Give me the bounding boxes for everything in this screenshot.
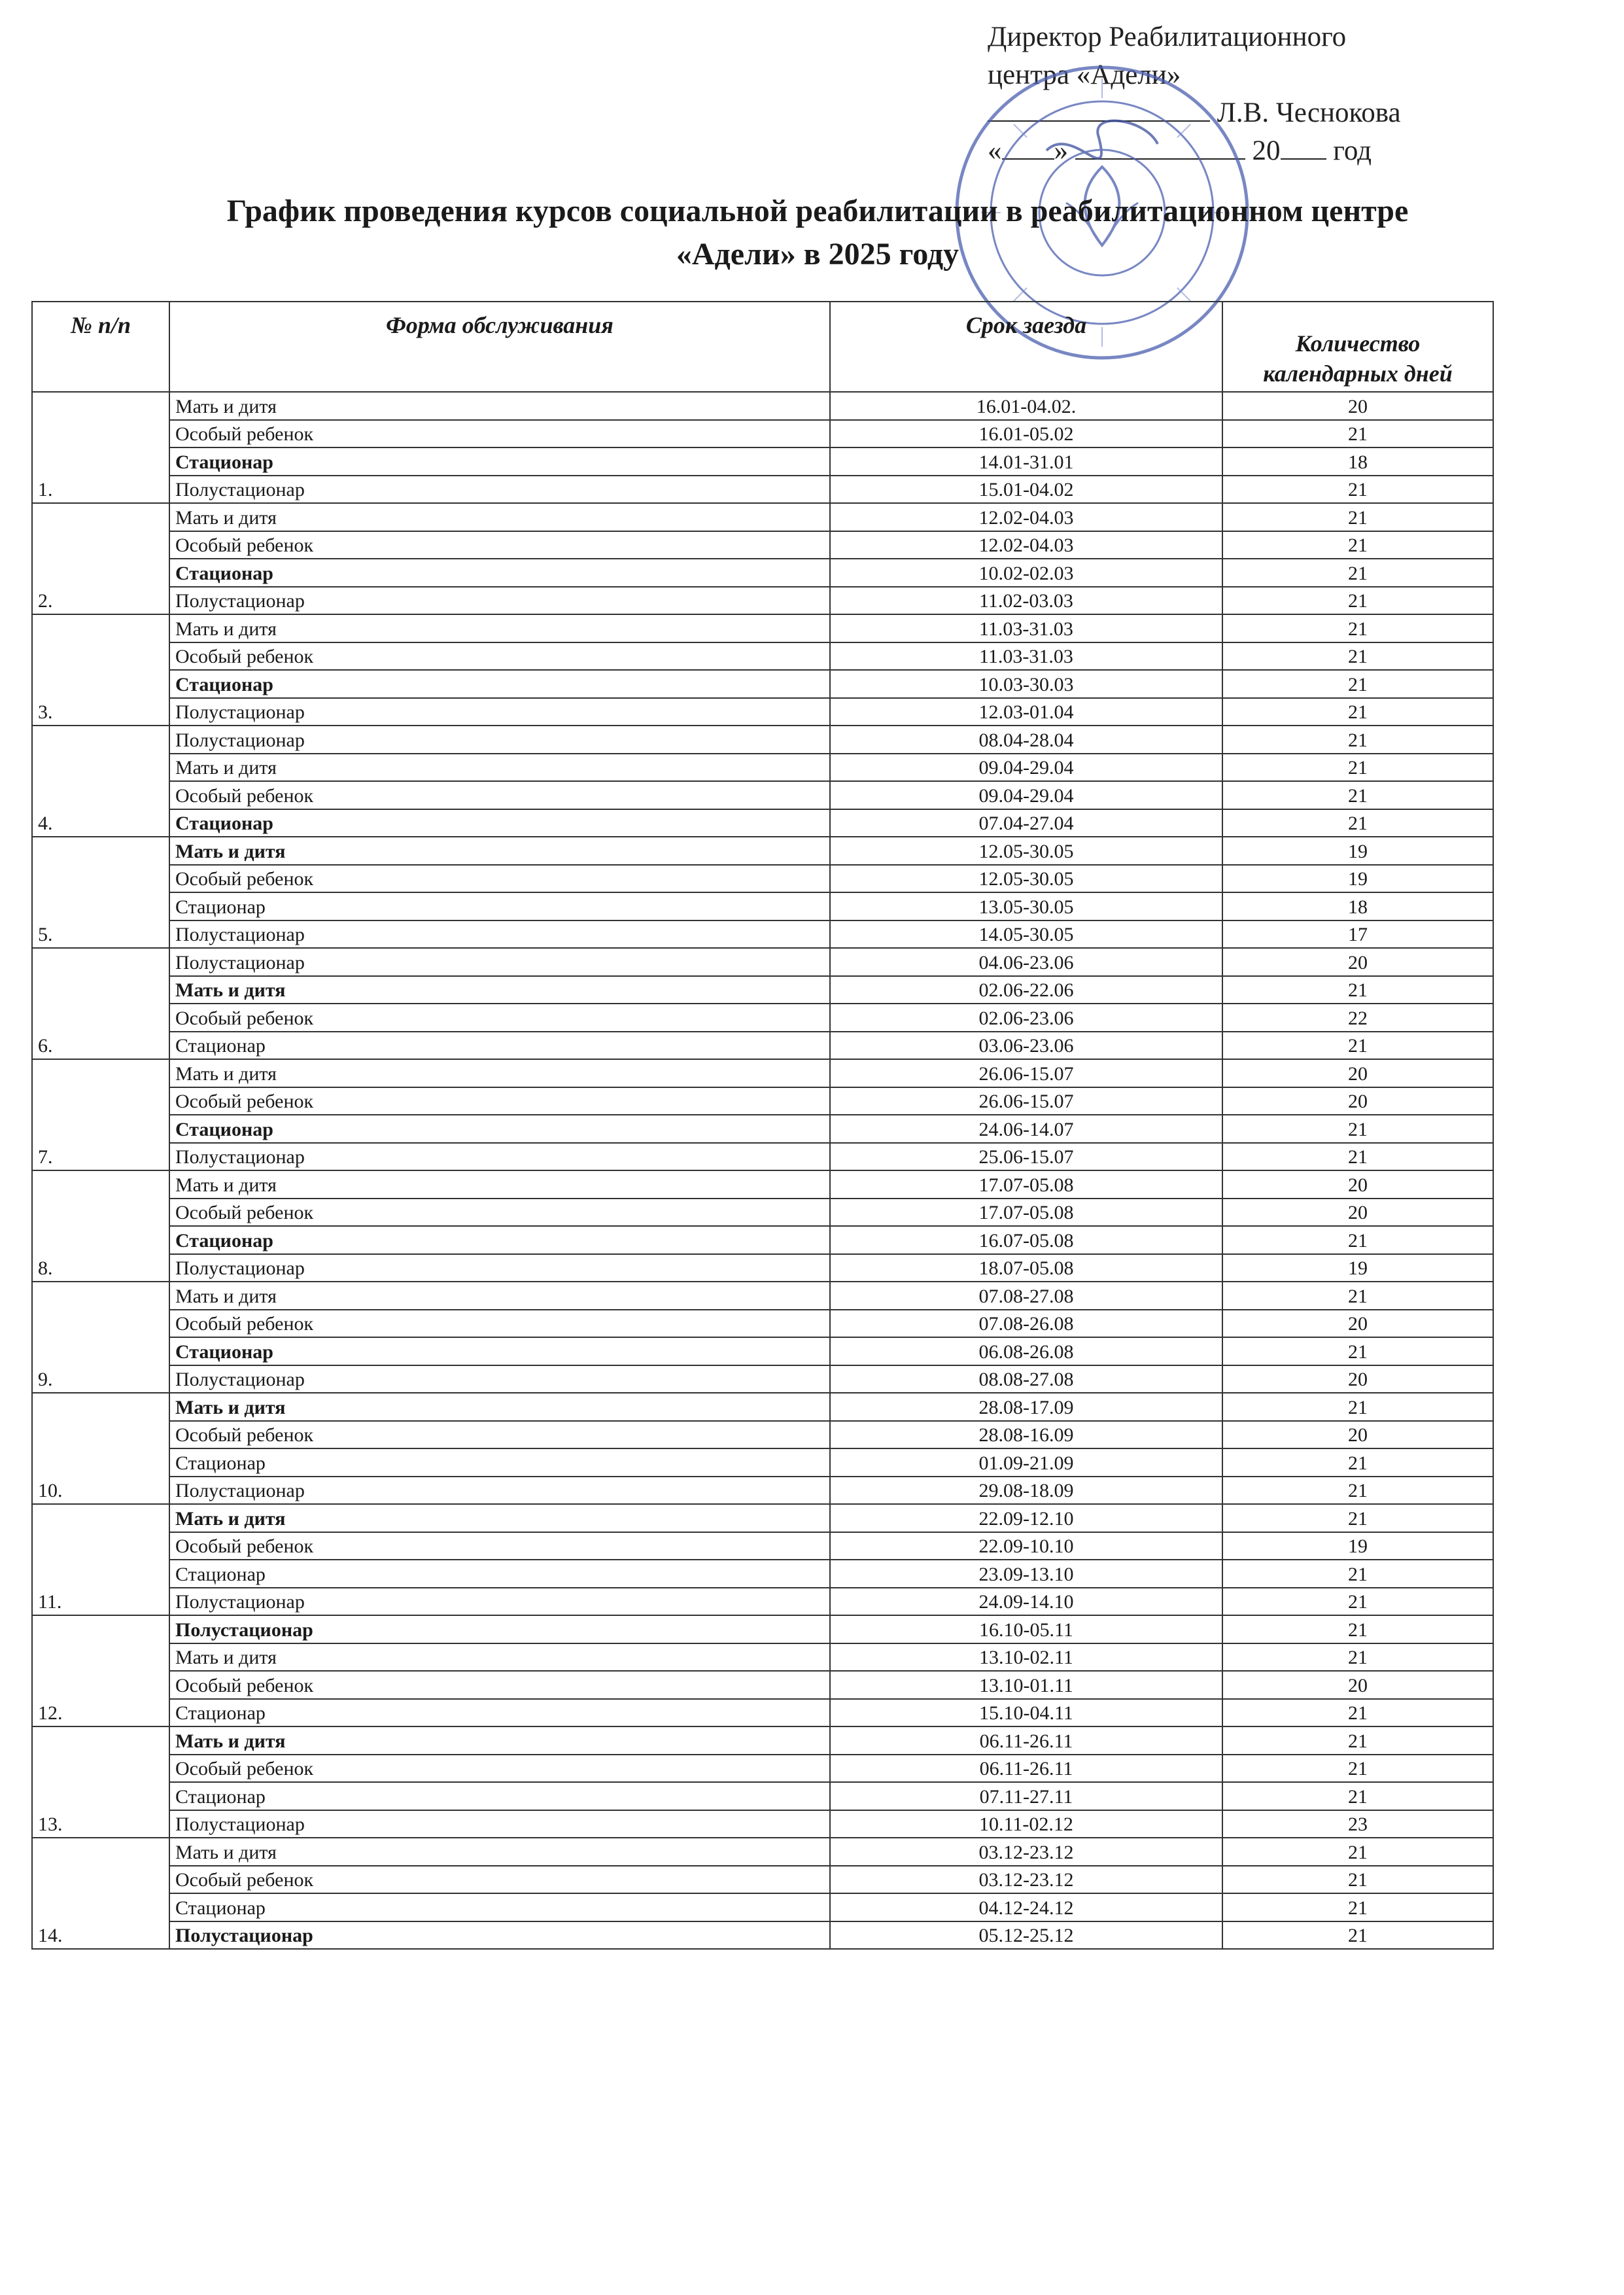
arrival-period-cell: 16.01-04.02.: [830, 392, 1222, 420]
table-row: [32, 1170, 1493, 1199]
arrival-period-cell: 22.09-10.10: [830, 1532, 1222, 1560]
service-form-cell: Полустационар: [169, 920, 830, 949]
calendar-days-cell: 21: [1222, 1866, 1493, 1894]
row-number: 3.: [32, 614, 169, 726]
arrival-period-cell: 05.12-25.12: [830, 1921, 1222, 1950]
table-row: [32, 1004, 1493, 1032]
calendar-days-cell: 21: [1222, 1726, 1493, 1755]
calendar-days-cell: 21: [1222, 1477, 1493, 1505]
table-row: [32, 1059, 1493, 1087]
calendar-days-cell: 21: [1222, 781, 1493, 809]
document-title: [131, 190, 1504, 276]
title-line-1: График проведения курсов социальной реабилитации в реабилитационном центре: [226, 194, 1409, 228]
service-form-cell: Особый ребенок: [169, 781, 830, 809]
arrival-period-cell: 02.06-23.06: [830, 1004, 1222, 1032]
service-form-cell: Мать и дитя: [169, 754, 830, 782]
service-form-cell: Мать и дитя: [169, 1726, 830, 1755]
table-row: [32, 1393, 1493, 1421]
service-form-cell: Особый ребенок: [169, 1671, 830, 1699]
arrival-period-cell: 07.08-27.08: [830, 1282, 1222, 1310]
service-form-cell: Стационар: [169, 1226, 830, 1254]
arrival-period-cell: 13.10-01.11: [830, 1671, 1222, 1699]
calendar-days-cell: 21: [1222, 1643, 1493, 1672]
calendar-days-cell: 21: [1222, 642, 1493, 671]
calendar-days-cell: 21: [1222, 531, 1493, 559]
calendar-days-cell: 21: [1222, 420, 1493, 448]
service-form-cell: Стационар: [169, 1448, 830, 1477]
calendar-days-cell: 21: [1222, 1699, 1493, 1727]
service-form-cell: Мать и дитя: [169, 1393, 830, 1421]
table-row: [32, 865, 1493, 893]
arrival-period-cell: 09.04-29.04: [830, 754, 1222, 782]
arrival-period-cell: 08.04-28.04: [830, 726, 1222, 754]
arrival-period-cell: 29.08-18.09: [830, 1477, 1222, 1505]
arrival-period-cell: 18.07-05.08: [830, 1254, 1222, 1282]
service-form-cell: Полустационар: [169, 476, 830, 504]
approval-signer: Л.В. Чеснокова: [1217, 97, 1401, 128]
calendar-days-cell: 21: [1222, 1504, 1493, 1532]
service-form-cell: Полустационар: [169, 1810, 830, 1838]
service-form-cell: Полустационар: [169, 1143, 830, 1171]
service-form-cell: Стационар: [169, 892, 830, 920]
service-form-cell: Особый ребенок: [169, 865, 830, 893]
service-form-cell: Особый ребенок: [169, 420, 830, 448]
table-row: [32, 1671, 1493, 1699]
row-number: 4.: [32, 726, 169, 837]
service-form-cell: Мать и дитя: [169, 1059, 830, 1087]
row-number: 7.: [32, 1059, 169, 1170]
arrival-period-cell: 09.04-29.04: [830, 781, 1222, 809]
calendar-days-cell: 21: [1222, 559, 1493, 587]
calendar-days-cell: 21: [1222, 1921, 1493, 1950]
row-number: 12.: [32, 1615, 169, 1726]
table-row: [32, 1838, 1493, 1866]
service-form-cell: Стационар: [169, 1115, 830, 1143]
arrival-period-cell: 14.01-31.01: [830, 447, 1222, 476]
service-form-cell: Полустационар: [169, 587, 830, 615]
row-number: 9.: [32, 1282, 169, 1393]
arrival-period-cell: 22.09-12.10: [830, 1504, 1222, 1532]
quote-close: »: [1054, 135, 1068, 166]
calendar-days-cell: 21: [1222, 1893, 1493, 1921]
service-form-cell: Полустационар: [169, 726, 830, 754]
calendar-days-cell: 21: [1222, 698, 1493, 726]
calendar-days-cell: 20: [1222, 1365, 1493, 1393]
service-form-cell: Мать и дитя: [169, 614, 830, 642]
table-row: [32, 559, 1493, 587]
service-form-cell: Особый ребенок: [169, 1421, 830, 1449]
calendar-days-cell: 21: [1222, 1393, 1493, 1421]
year-suffix: год: [1333, 135, 1372, 166]
service-form-cell: Полустационар: [169, 1588, 830, 1616]
calendar-days-cell: 21: [1222, 1143, 1493, 1171]
service-form-cell: Особый ребенок: [169, 531, 830, 559]
arrival-period-cell: 06.11-26.11: [830, 1755, 1222, 1783]
arrival-period-cell: 13.10-02.11: [830, 1643, 1222, 1672]
arrival-period-cell: 06.08-26.08: [830, 1337, 1222, 1365]
service-form-cell: Полустационар: [169, 948, 830, 976]
title-line-2: «Адели» в 2025 году: [676, 237, 959, 272]
service-form-cell: Особый ребенок: [169, 1866, 830, 1894]
table-row: [32, 392, 1493, 420]
table-row: [32, 809, 1493, 837]
service-form-cell: Полустационар: [169, 1921, 830, 1950]
table-row: [32, 476, 1493, 504]
table-row: [32, 1532, 1493, 1560]
arrival-period-cell: 07.04-27.04: [830, 809, 1222, 837]
service-form-cell: Стационар: [169, 670, 830, 698]
arrival-period-cell: 11.02-03.03: [830, 587, 1222, 615]
table-row: [32, 1032, 1493, 1060]
service-form-cell: Стационар: [169, 1337, 830, 1365]
table-row: [32, 1643, 1493, 1672]
table-row: [32, 1115, 1493, 1143]
service-form-cell: Мать и дитя: [169, 1504, 830, 1532]
table-row: [32, 837, 1493, 865]
calendar-days-cell: 20: [1222, 1059, 1493, 1087]
arrival-period-cell: 10.11-02.12: [830, 1810, 1222, 1838]
arrival-period-cell: 12.03-01.04: [830, 698, 1222, 726]
arrival-period-cell: 24.09-14.10: [830, 1588, 1222, 1616]
table-row: [32, 1588, 1493, 1616]
table-row: [32, 726, 1493, 754]
table-row: [32, 976, 1493, 1004]
table-row: [32, 1310, 1493, 1338]
arrival-period-cell: 04.12-24.12: [830, 1893, 1222, 1921]
service-form-cell: Мать и дитя: [169, 1282, 830, 1310]
calendar-days-cell: 21: [1222, 1838, 1493, 1866]
calendar-days-cell: 23: [1222, 1810, 1493, 1838]
table-row: [32, 1893, 1493, 1921]
table-row: [32, 642, 1493, 671]
row-number: 5.: [32, 837, 169, 948]
calendar-days-cell: 21: [1222, 1448, 1493, 1477]
header-date: Срок заезда: [830, 302, 1222, 392]
calendar-days-cell: 20: [1222, 1170, 1493, 1199]
approval-organization: центра «Адели»: [988, 60, 1181, 90]
calendar-days-cell: 20: [1222, 1671, 1493, 1699]
calendar-days-cell: 21: [1222, 1588, 1493, 1616]
arrival-period-cell: 26.06-15.07: [830, 1087, 1222, 1115]
calendar-days-cell: 21: [1222, 614, 1493, 642]
calendar-days-cell: 21: [1222, 1782, 1493, 1810]
table-row: [32, 447, 1493, 476]
service-form-cell: Стационар: [169, 1032, 830, 1060]
table-row: [32, 1921, 1493, 1950]
table-row: [32, 614, 1493, 642]
table-row: [32, 1226, 1493, 1254]
header-days: Количество календарных дней: [1222, 302, 1493, 392]
arrival-period-cell: 28.08-16.09: [830, 1421, 1222, 1449]
calendar-days-cell: 21: [1222, 1560, 1493, 1588]
table-row: [32, 670, 1493, 698]
table-row: [32, 1810, 1493, 1838]
quote-open: «: [988, 135, 1002, 166]
table-row: [32, 587, 1493, 615]
approval-position: Директор Реабилитационного: [988, 22, 1347, 52]
arrival-period-cell: 14.05-30.05: [830, 920, 1222, 949]
table-row: [32, 1143, 1493, 1171]
calendar-days-cell: 21: [1222, 1226, 1493, 1254]
service-form-cell: Стационар: [169, 1560, 830, 1588]
service-form-cell: Мать и дитя: [169, 837, 830, 865]
arrival-period-cell: 17.07-05.08: [830, 1199, 1222, 1227]
calendar-days-cell: 22: [1222, 1004, 1493, 1032]
calendar-days-cell: 21: [1222, 587, 1493, 615]
calendar-days-cell: 19: [1222, 837, 1493, 865]
table-row: [32, 1504, 1493, 1532]
calendar-days-cell: 21: [1222, 1337, 1493, 1365]
arrival-period-cell: 04.06-23.06: [830, 948, 1222, 976]
calendar-days-cell: 21: [1222, 503, 1493, 531]
table-row: [32, 1560, 1493, 1588]
service-form-cell: Стационар: [169, 1699, 830, 1727]
service-form-cell: Полустационар: [169, 1615, 830, 1643]
table-row: [32, 1448, 1493, 1477]
arrival-period-cell: 11.03-31.03: [830, 642, 1222, 671]
arrival-period-cell: 10.03-30.03: [830, 670, 1222, 698]
table-row: [32, 892, 1493, 920]
arrival-period-cell: 02.06-22.06: [830, 976, 1222, 1004]
calendar-days-cell: 21: [1222, 1032, 1493, 1060]
year-prefix: 20: [1252, 135, 1281, 166]
calendar-days-cell: 21: [1222, 1282, 1493, 1310]
service-form-cell: Мать и дитя: [169, 392, 830, 420]
service-form-cell: Особый ребенок: [169, 642, 830, 671]
arrival-period-cell: 03.12-23.12: [830, 1838, 1222, 1866]
table-row: [32, 948, 1493, 976]
arrival-period-cell: 16.07-05.08: [830, 1226, 1222, 1254]
table-header-row: [32, 302, 1493, 392]
service-form-cell: Особый ребенок: [169, 1532, 830, 1560]
row-number: 2.: [32, 503, 169, 614]
year-blank: [1281, 133, 1326, 160]
calendar-days-cell: 21: [1222, 670, 1493, 698]
table-row: [32, 1782, 1493, 1810]
table-row: [32, 1866, 1493, 1894]
row-number: 11.: [32, 1504, 169, 1615]
row-number: 8.: [32, 1170, 169, 1282]
arrival-period-cell: 13.05-30.05: [830, 892, 1222, 920]
calendar-days-cell: 21: [1222, 476, 1493, 504]
arrival-period-cell: 26.06-15.07: [830, 1059, 1222, 1087]
arrival-period-cell: 16.01-05.02: [830, 420, 1222, 448]
calendar-days-cell: 20: [1222, 948, 1493, 976]
arrival-period-cell: 17.07-05.08: [830, 1170, 1222, 1199]
service-form-cell: Особый ребенок: [169, 1004, 830, 1032]
calendar-days-cell: 19: [1222, 1532, 1493, 1560]
calendar-days-cell: 21: [1222, 1615, 1493, 1643]
arrival-period-cell: 01.09-21.09: [830, 1448, 1222, 1477]
calendar-days-cell: 20: [1222, 1087, 1493, 1115]
service-form-cell: Полустационар: [169, 698, 830, 726]
table-row: [32, 1726, 1493, 1755]
service-form-cell: Полустационар: [169, 1254, 830, 1282]
arrival-period-cell: 16.10-05.11: [830, 1615, 1222, 1643]
service-form-cell: Стационар: [169, 1782, 830, 1810]
service-form-cell: Мать и дитя: [169, 1170, 830, 1199]
service-form-cell: Стационар: [169, 447, 830, 476]
arrival-period-cell: 10.02-02.03: [830, 559, 1222, 587]
row-number: 14.: [32, 1838, 169, 1949]
service-form-cell: Особый ребенок: [169, 1087, 830, 1115]
table-row: [32, 1699, 1493, 1727]
table-row: [32, 1421, 1493, 1449]
table-row: [32, 1477, 1493, 1505]
calendar-days-cell: 21: [1222, 754, 1493, 782]
service-form-cell: Мать и дитя: [169, 976, 830, 1004]
table-row: [32, 1087, 1493, 1115]
table-row: [32, 698, 1493, 726]
arrival-period-cell: 03.06-23.06: [830, 1032, 1222, 1060]
service-form-cell: Полустационар: [169, 1477, 830, 1505]
calendar-days-cell: 21: [1222, 726, 1493, 754]
service-form-cell: Стационар: [169, 559, 830, 587]
table-row: [32, 1615, 1493, 1643]
arrival-period-cell: 28.08-17.09: [830, 1393, 1222, 1421]
calendar-days-cell: 20: [1222, 392, 1493, 420]
arrival-period-cell: 15.10-04.11: [830, 1699, 1222, 1727]
service-form-cell: Стационар: [169, 809, 830, 837]
table-row: [32, 1199, 1493, 1227]
arrival-period-cell: 12.02-04.03: [830, 531, 1222, 559]
header-num: № п/п: [32, 302, 169, 392]
arrival-period-cell: 07.11-27.11: [830, 1782, 1222, 1810]
service-form-cell: Мать и дитя: [169, 1643, 830, 1672]
arrival-period-cell: 11.03-31.03: [830, 614, 1222, 642]
calendar-days-cell: 21: [1222, 1115, 1493, 1143]
table-row: [32, 420, 1493, 448]
service-form-cell: Особый ребенок: [169, 1755, 830, 1783]
arrival-period-cell: 12.05-30.05: [830, 837, 1222, 865]
table-row: [32, 754, 1493, 782]
table-row: [32, 920, 1493, 949]
table-row: [32, 781, 1493, 809]
table-row: [32, 1337, 1493, 1365]
row-number: 13.: [32, 1726, 169, 1838]
arrival-period-cell: 12.05-30.05: [830, 865, 1222, 893]
service-form-cell: Стационар: [169, 1893, 830, 1921]
schedule-table: [31, 301, 1494, 1950]
calendar-days-cell: 17: [1222, 920, 1493, 949]
table-row: [32, 1365, 1493, 1393]
arrival-period-cell: 08.08-27.08: [830, 1365, 1222, 1393]
table-row: [32, 503, 1493, 531]
arrival-period-cell: 24.06-14.07: [830, 1115, 1222, 1143]
arrival-period-cell: 25.06-15.07: [830, 1143, 1222, 1171]
schedule-body: [32, 392, 1493, 1949]
calendar-days-cell: 20: [1222, 1199, 1493, 1227]
service-form-cell: Особый ребенок: [169, 1199, 830, 1227]
arrival-period-cell: 06.11-26.11: [830, 1726, 1222, 1755]
row-number: 1.: [32, 392, 169, 503]
calendar-days-cell: 18: [1222, 892, 1493, 920]
arrival-period-cell: 12.02-04.03: [830, 503, 1222, 531]
row-number: 6.: [32, 948, 169, 1059]
calendar-days-cell: 21: [1222, 1755, 1493, 1783]
calendar-days-cell: 20: [1222, 1421, 1493, 1449]
table-row: [32, 1254, 1493, 1282]
header-form: Форма обслуживания: [169, 302, 830, 392]
table-row: [32, 1282, 1493, 1310]
arrival-period-cell: 03.12-23.12: [830, 1866, 1222, 1894]
calendar-days-cell: 19: [1222, 865, 1493, 893]
service-form-cell: Мать и дитя: [169, 1838, 830, 1866]
row-number: 10.: [32, 1393, 169, 1504]
calendar-days-cell: 21: [1222, 809, 1493, 837]
arrival-period-cell: 23.09-13.10: [830, 1560, 1222, 1588]
service-form-cell: Мать и дитя: [169, 503, 830, 531]
calendar-days-cell: 19: [1222, 1254, 1493, 1282]
calendar-days-cell: 18: [1222, 447, 1493, 476]
table-row: [32, 1755, 1493, 1783]
calendar-days-cell: 20: [1222, 1310, 1493, 1338]
service-form-cell: Особый ребенок: [169, 1310, 830, 1338]
table-row: [32, 531, 1493, 559]
calendar-days-cell: 21: [1222, 976, 1493, 1004]
service-form-cell: Полустационар: [169, 1365, 830, 1393]
arrival-period-cell: 07.08-26.08: [830, 1310, 1222, 1338]
arrival-period-cell: 15.01-04.02: [830, 476, 1222, 504]
